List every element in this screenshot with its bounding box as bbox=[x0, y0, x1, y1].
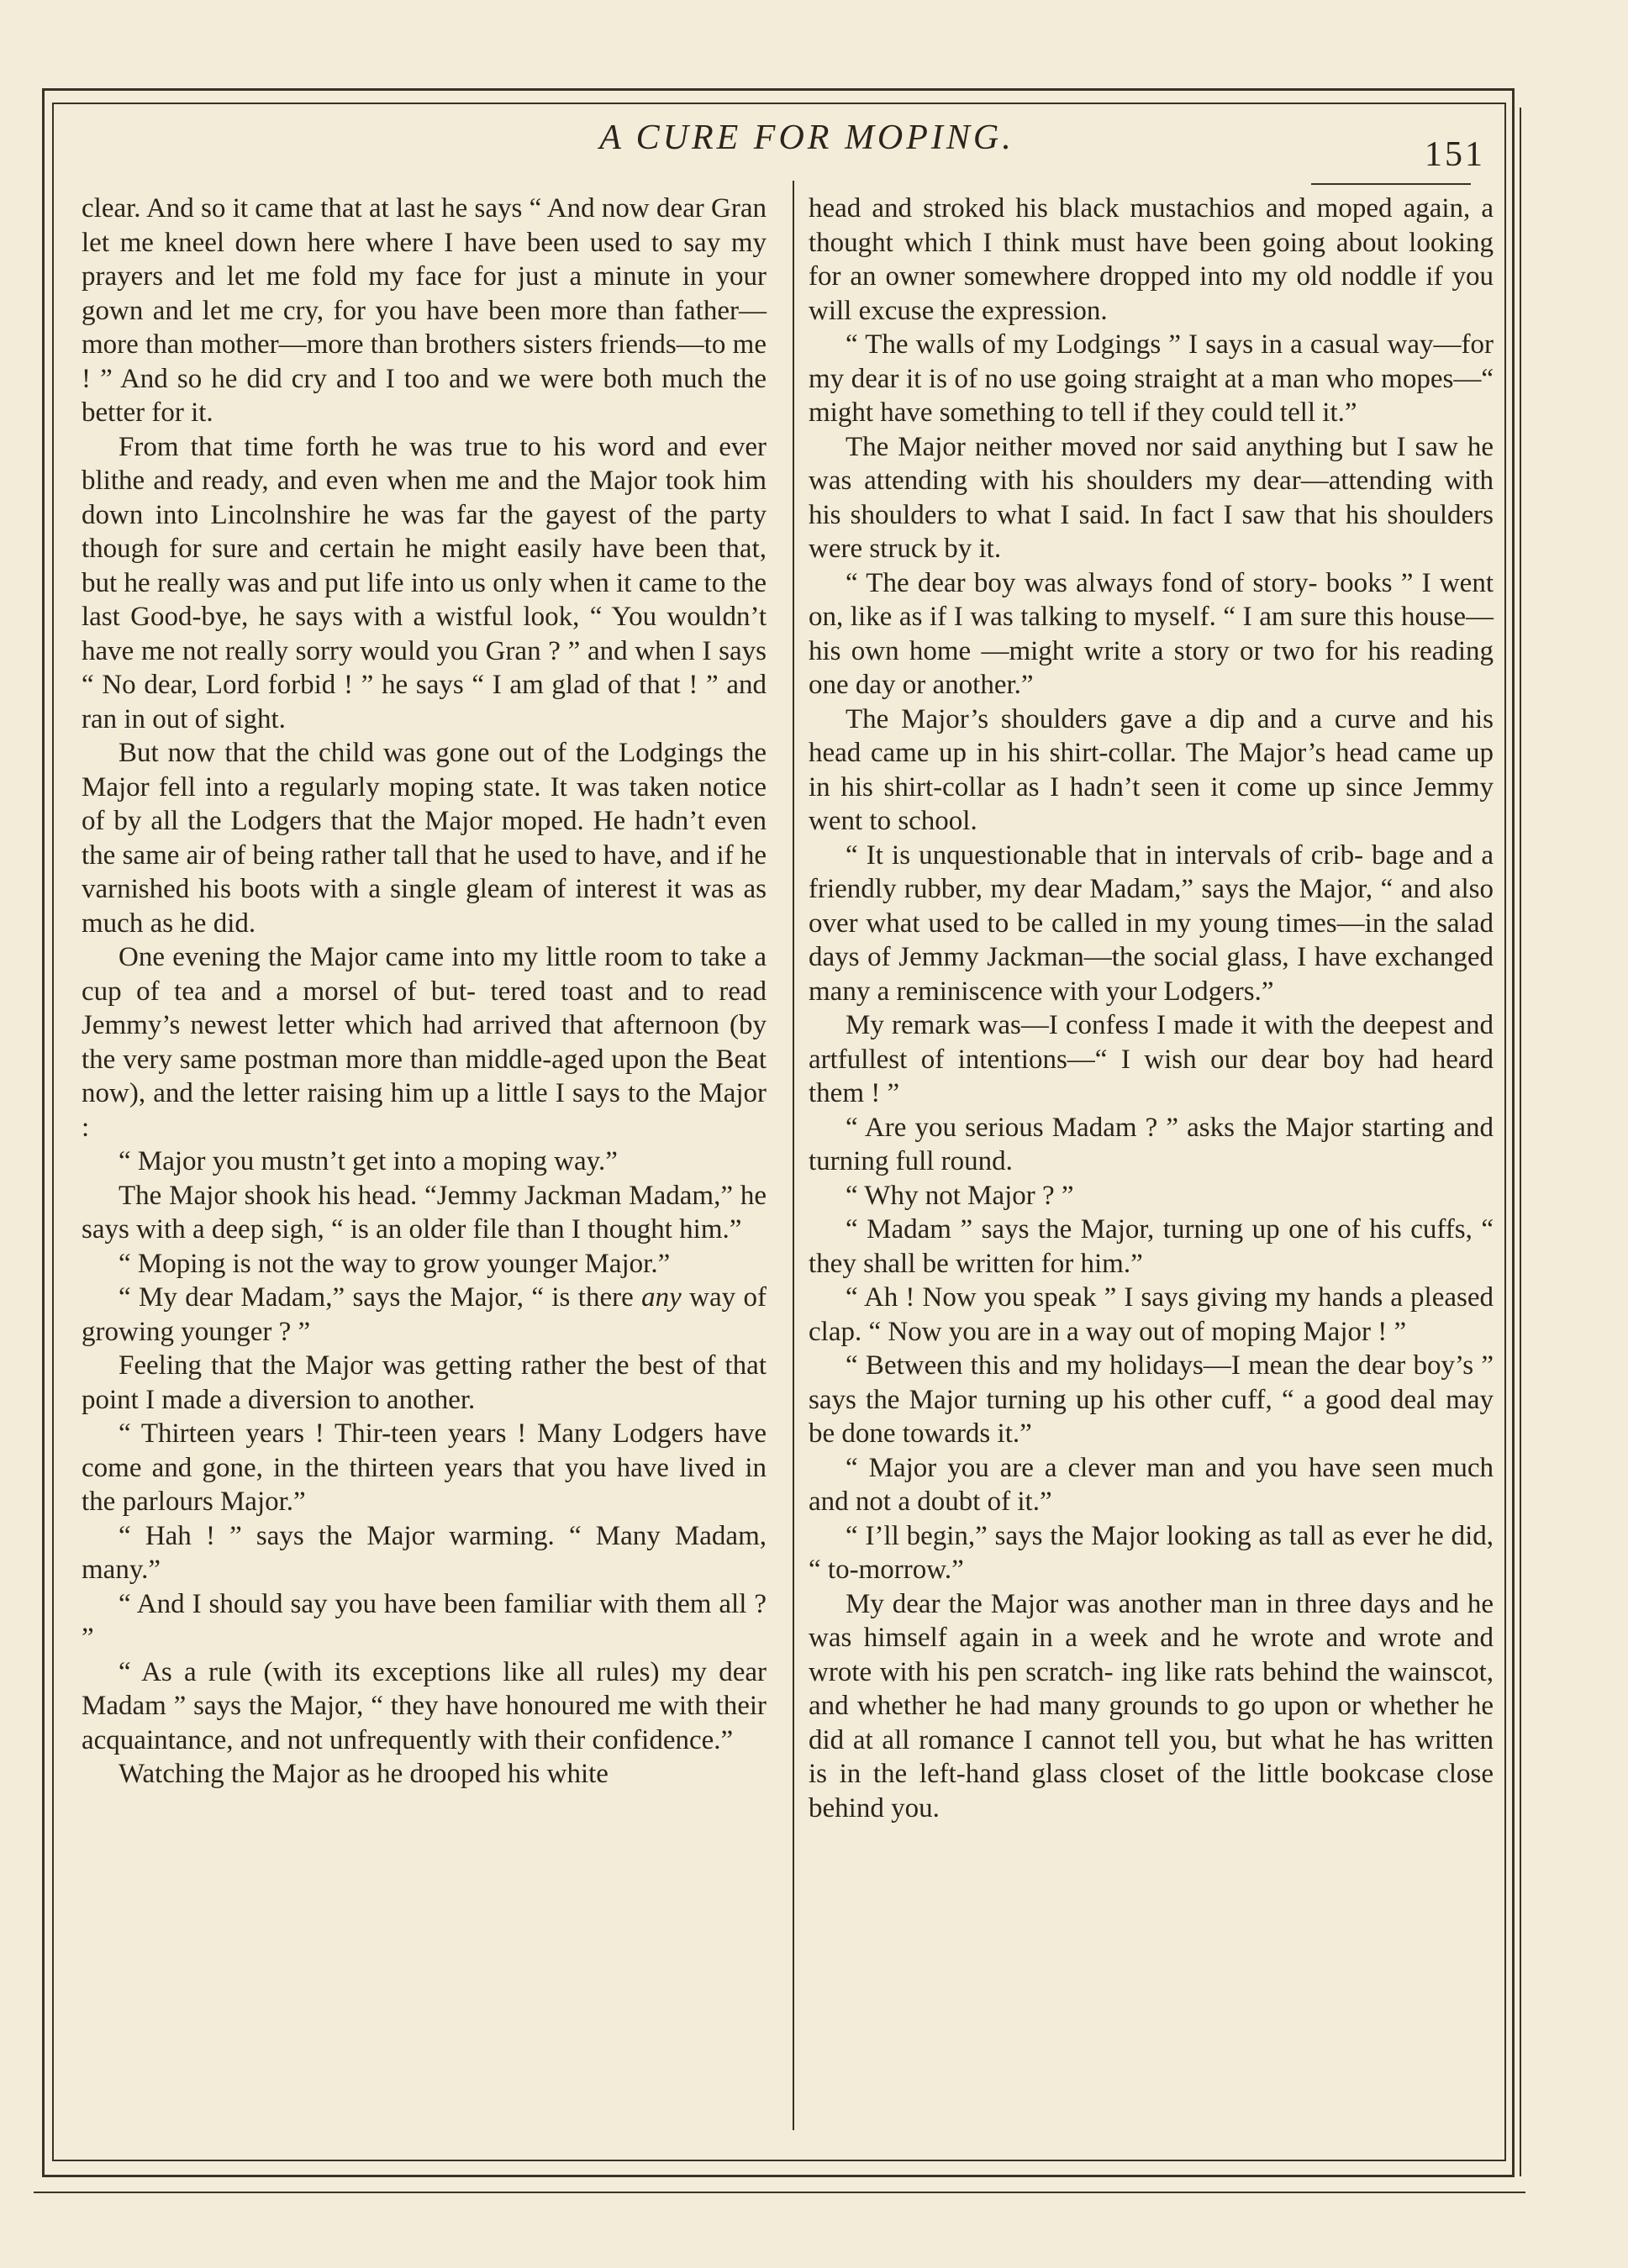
column-divider bbox=[793, 181, 794, 2130]
paragraph: Watching the Major as he drooped his white bbox=[119, 1759, 609, 1789]
right-column bbox=[809, 192, 1494, 1825]
paragraph: Feeling that the Major was getting rather the best of that point I made a diversion to another. bbox=[82, 1350, 767, 1415]
paragraph: “ And I should say you have been familiar with them all ? ” bbox=[82, 1588, 767, 1653]
paragraph: From that time forth he was true to his word and ever blithe and ready, and even when me and the Major took him down into Lincolnshire he was far the gayest of the party though for sure and certain he might easily have been that, but he really was and put life into us only when it came to the last Good-bye, he says with a wistful look, “ You wouldn’t have me not really sorry would you Gran ? ” and when I says “ No dear, Lord forbid ! ” he says “ I am glad of that ! ” and ran in out of sight. bbox=[82, 431, 767, 734]
paragraph: “ The dear boy was always fond of story- books ” I went on, like as if I was talking to myself. “ I am sure this house—his own home —might write a story or two for his reading one day or another.” bbox=[809, 567, 1494, 700]
page-number: 151 bbox=[1425, 135, 1485, 174]
paragraph: “ Hah ! ” says the Major warming. “ Many Madam, many.” bbox=[82, 1520, 767, 1585]
paragraph: “ Why not Major ? ” bbox=[846, 1180, 1074, 1211]
paragraph: The Major shook his head. “Jemmy Jackman Madam,” he says with a deep sigh, “ is an older file than I thought him.” bbox=[82, 1180, 767, 1245]
paragraph: “ Madam ” says the Major, turning up one of his cuffs, “ they shall be written for him.” bbox=[809, 1214, 1494, 1279]
paragraph: “ Major you are a clever man and you have seen much and not a doubt of it.” bbox=[809, 1452, 1494, 1517]
paragraph: One evening the Major came into my little room to take a cup of tea and a morsel of but- tered toast and to read Jemmy’s newest letter which had arrived that afternoon (by the very same postman more than middle-aged upon the Beat now), and the letter raising him up a little I says to the Major : bbox=[82, 942, 767, 1143]
paragraph: “ As a rule (with its exceptions like all rules) my dear Madam ” says the Major, “ they have honoured me with their acquaintance, and not unfrequently with their confidence.” bbox=[82, 1656, 767, 1755]
paragraph-text: “ My dear Madam,” says the Major, “ is there bbox=[119, 1282, 634, 1313]
paragraph: “ Moping is not the way to grow younger Major.” bbox=[119, 1248, 671, 1279]
paragraph: “ Major you mustn’t get into a moping way.” bbox=[119, 1146, 618, 1176]
paragraph: But now that the child was gone out of the Lodgings the Major fell into a regularly moping state. It was taken notice of by all the Lodgers that the Major moped. He hadn’t even the same air of being rather tall that he used to have, and if he varnished his boots with a single gleam of interest it was as much as he did. bbox=[82, 738, 767, 939]
paragraph: My remark was—I confess I made it with the deepest and artfullest of intentions—“ I wish our dear boy had heard them ! ” bbox=[809, 1010, 1494, 1108]
paragraph: “ Ah ! Now you speak ” I says giving my hands a pleased clap. “ Now you are in a way out of moping Major ! ” bbox=[809, 1282, 1494, 1347]
paragraph: “ The walls of my Lodgings ” I says in a casual way—for my dear it is of no use going straight at a man who mopes—“ might have something to tell if they could tell it.” bbox=[809, 329, 1494, 428]
right-margin-rule bbox=[1520, 108, 1521, 2176]
paragraph: “ It is unquestionable that in intervals of crib- bage and a friendly rubber, my dear Madam,” says the Major, “ and also over what used to be called in my young times—in the salad days of Jemmy Jackman—the social glass, I have exchanged many a reminiscence with your Lodgers.” bbox=[809, 839, 1494, 1007]
paragraph-text: way of growing younger ? ” bbox=[82, 1282, 767, 1347]
paragraph: My dear the Major was another man in three days and he was himself again in a week and he wrote and wrote and wrote with his pen scratch- ing like rats behind the wainscot, and whether he had many grounds to go upon or whether he did at all romance I cannot tell you, but what he has written is in the left-hand glass closet of the little bookcase close behind you. bbox=[809, 1588, 1494, 1823]
paragraph: “ Between this and my holidays—I mean the dear boy’s ” says the Major turning up his other cuff, “ a good deal may be done towards it.” bbox=[809, 1350, 1494, 1449]
bottom-rule bbox=[34, 2192, 1525, 2193]
paragraph: clear. And so it came that at last he says “ And now dear Gran let me kneel down here where I have been used to say my prayers and let me fold my face for just a minute in your gown and let me cry, for you have been more than father—more than mother—more than brothers sisters friends—to me ! ” And so he did cry and I too and we were both much the better for it. bbox=[82, 193, 767, 428]
header-rule bbox=[1311, 183, 1471, 185]
running-title: A CURE FOR MOPING. bbox=[599, 118, 1014, 157]
paragraph: “ I’ll begin,” says the Major looking as tall as ever he did, “ to-morrow.” bbox=[809, 1520, 1494, 1585]
paragraph: “ Thirteen years ! Thir-teen years ! Many Lodgers have come and gone, in the thirteen years that you have lived in the parlours Major.” bbox=[82, 1418, 767, 1517]
paragraph: “ Are you serious Madam ? ” asks the Major starting and turning full round. bbox=[809, 1112, 1494, 1176]
italic-word: any bbox=[641, 1282, 682, 1313]
left-column bbox=[82, 192, 767, 1792]
paragraph: head and stroked his black mustachios and moped again, a thought which I think must have been going about looking for an owner somewhere dropped into my old noddle if you will excuse the expression. bbox=[809, 193, 1494, 326]
paragraph: The Major neither moved nor said anything but I saw he was attending with his shoulders my dear—attending with his shoulders to what I said. In fact I saw that his shoulders were struck by it. bbox=[809, 431, 1494, 564]
paragraph: The Major’s shoulders gave a dip and a curve and his head came up in his shirt-collar. The Major’s head came up in his shirt-collar as I hadn’t seen it come up since Jemmy went to school. bbox=[809, 703, 1494, 836]
paragraph bbox=[82, 1281, 767, 1349]
